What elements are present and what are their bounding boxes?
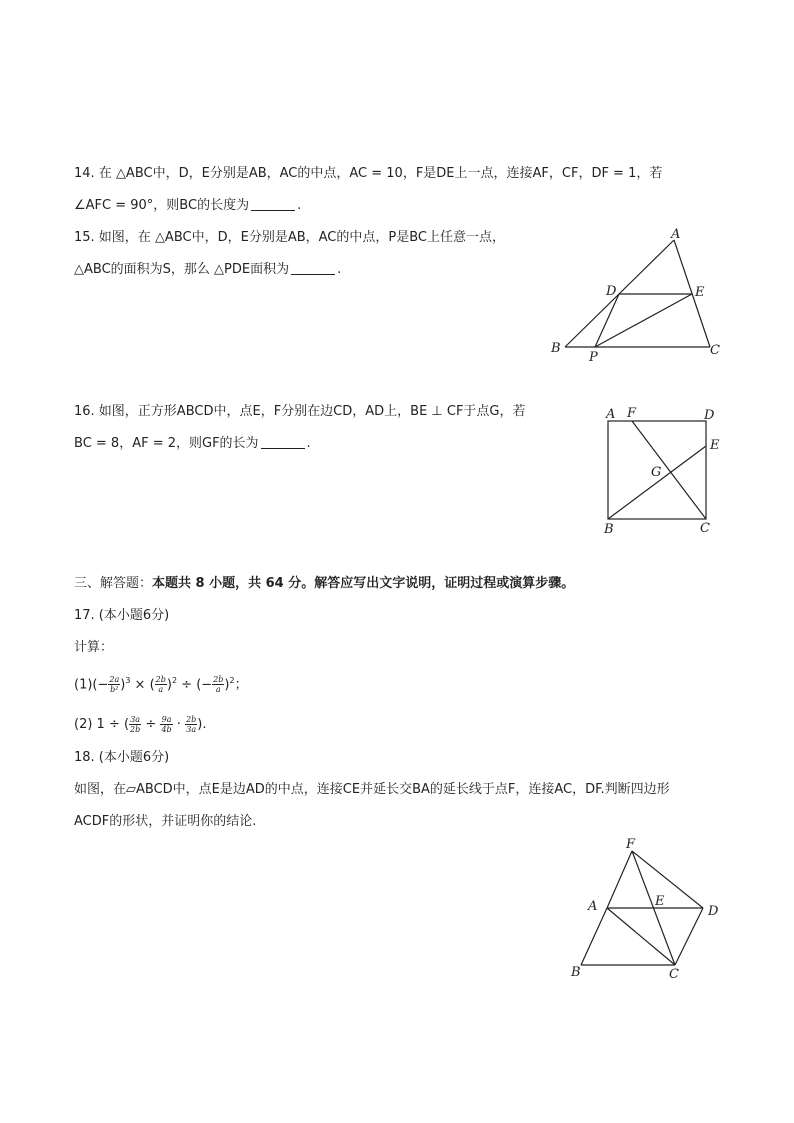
fig16-label-D: D <box>704 408 715 423</box>
q16-line2-text: BC = 8，AF = 2，则GF的长为 <box>74 436 259 451</box>
frac-den: 2b <box>130 725 141 734</box>
fig15-label-E: E <box>695 285 705 300</box>
fig16-label-E: E <box>710 438 720 453</box>
fig18-label-F: F <box>626 837 636 852</box>
fig15-label-B: B <box>551 341 561 356</box>
q17-part2-div: ÷ <box>141 717 161 732</box>
q17-part1-fraction-1 <box>108 675 120 694</box>
fig16-label-G: G <box>651 465 662 480</box>
frac-num: 3a <box>130 715 141 724</box>
fig15-seg-DP <box>595 294 619 347</box>
q17-part2-label: (2) 1 ÷ ( <box>74 717 130 732</box>
q14-line2-end: . <box>297 198 302 213</box>
q17-part2-fraction-1 <box>129 715 141 734</box>
q16-line2-end: . <box>306 436 311 451</box>
fig18-label-A: A <box>588 899 598 914</box>
fig18-label-D: D <box>708 904 719 919</box>
q18-header: 18. (本小题6分) <box>74 750 170 765</box>
q15-answer-blank[interactable] <box>291 262 335 275</box>
q17-part1-fraction-2 <box>155 675 167 694</box>
fig16-seg-BE <box>608 446 706 519</box>
fig15-label-C: C <box>710 343 720 358</box>
q16-line2 <box>74 435 311 453</box>
fig16-label-C: C <box>700 521 710 536</box>
fig18-label-B: B <box>571 965 581 980</box>
q15-line2-end: . <box>337 262 342 277</box>
frac-den: a <box>215 685 221 695</box>
exponent: 2 <box>171 676 178 685</box>
q17-part1-fraction-3 <box>212 675 224 694</box>
q15-line1: 15. 如图，在 △ABC中，D，E分别是AB，AC的中点，P是BC上任意一点， <box>74 230 505 245</box>
q17-prompt: 计算： <box>74 640 114 655</box>
q17-part1: (1)(− $\frac{2a}{\text{b²}}$ )$^3$ × ( $\frac{2b}{a}$ )$^2$ ÷ (− $\frac{2b}{a}$ )$^2$； <box>74 675 248 695</box>
q15-line2-text: △ABC的面积为S，那么 △PDE面积为 <box>74 262 290 277</box>
q17-part1-end: ； <box>234 677 248 693</box>
fig18-label-C: C <box>669 967 679 982</box>
fig15-label-A: A <box>671 227 681 242</box>
frac-den: a <box>158 685 164 695</box>
q17-part1-label: (1) <box>74 677 93 693</box>
q14-line2-text: ∠AFC = 90°，则BC的长度为 <box>74 198 250 213</box>
section-3-heading <box>74 575 574 593</box>
q14-line2 <box>74 197 301 215</box>
frac-num: 2b <box>186 715 197 724</box>
frac-num: 2a <box>109 675 120 685</box>
q17-part1-div: ÷ (− <box>177 677 213 693</box>
q16-answer-blank[interactable] <box>261 436 305 449</box>
figure-16-square <box>600 405 730 540</box>
q17-part2-fraction-2 <box>160 715 172 734</box>
q17-header: 17. (本小题6分) <box>74 608 170 623</box>
fig16-label-F: F <box>627 406 637 421</box>
q17-part2-dot: · <box>172 717 186 732</box>
q17-part2-end: ). <box>197 717 207 732</box>
figure-18-parallelogram <box>565 835 735 985</box>
q18-line1: 如图，在▱ABCD中，点E是边AD的中点，连接CE并延长交BA的延长线于点F，连接AC，DF.判断四边形 <box>74 782 670 797</box>
fig18-seg-CD <box>675 908 703 965</box>
fig15-label-D: D <box>606 284 617 299</box>
fig18-seg-FA <box>607 851 632 908</box>
q17-part2 <box>74 713 207 737</box>
fig15-seg-EP <box>595 294 692 347</box>
q14-answer-blank[interactable] <box>251 198 295 211</box>
fig18-label-E: E <box>655 894 665 909</box>
q17-part1-times: × ( <box>130 677 155 693</box>
figure-15-triangle <box>540 225 730 365</box>
fig16-label-B: B <box>604 522 614 537</box>
frac-den: 4b <box>161 725 172 734</box>
q17-part1-open: (− <box>92 677 109 693</box>
section-3-heading-text: 本题共 8 小题，共 64 分。解答应写出文字说明，证明过程或演算步骤。 <box>152 576 575 591</box>
q17-part2-fraction-3 <box>185 715 197 734</box>
frac-den: b² <box>110 685 119 695</box>
frac-num: 2b <box>213 675 224 685</box>
fig18-seg-AB <box>581 908 607 965</box>
exponent: 2 <box>229 676 235 685</box>
exponent: 3 <box>125 676 131 685</box>
fig16-seg-CF <box>632 421 706 519</box>
frac-num: 2b <box>155 675 166 685</box>
q14-line1: 14. 在 △ABC中，D，E分别是AB，AC的中点，AC = 10，F是DE上一点，连接AF，CF，DF = 1，若 <box>74 166 663 181</box>
q16-line1: 16. 如图，正方形ABCD中，点E，F分别在边CD，AD上，BE ⊥ CF于点G，若 <box>74 404 526 419</box>
fig15-label-P: P <box>589 350 598 365</box>
frac-num: 9a <box>161 715 172 724</box>
section-3-prefix: 三、解答题： <box>74 576 153 591</box>
q15-line2 <box>74 261 341 279</box>
q18-line2: ACDF的形状，并证明你的结论. <box>74 814 257 829</box>
frac-den: 3a <box>186 725 197 734</box>
fig16-label-A: A <box>606 407 616 422</box>
